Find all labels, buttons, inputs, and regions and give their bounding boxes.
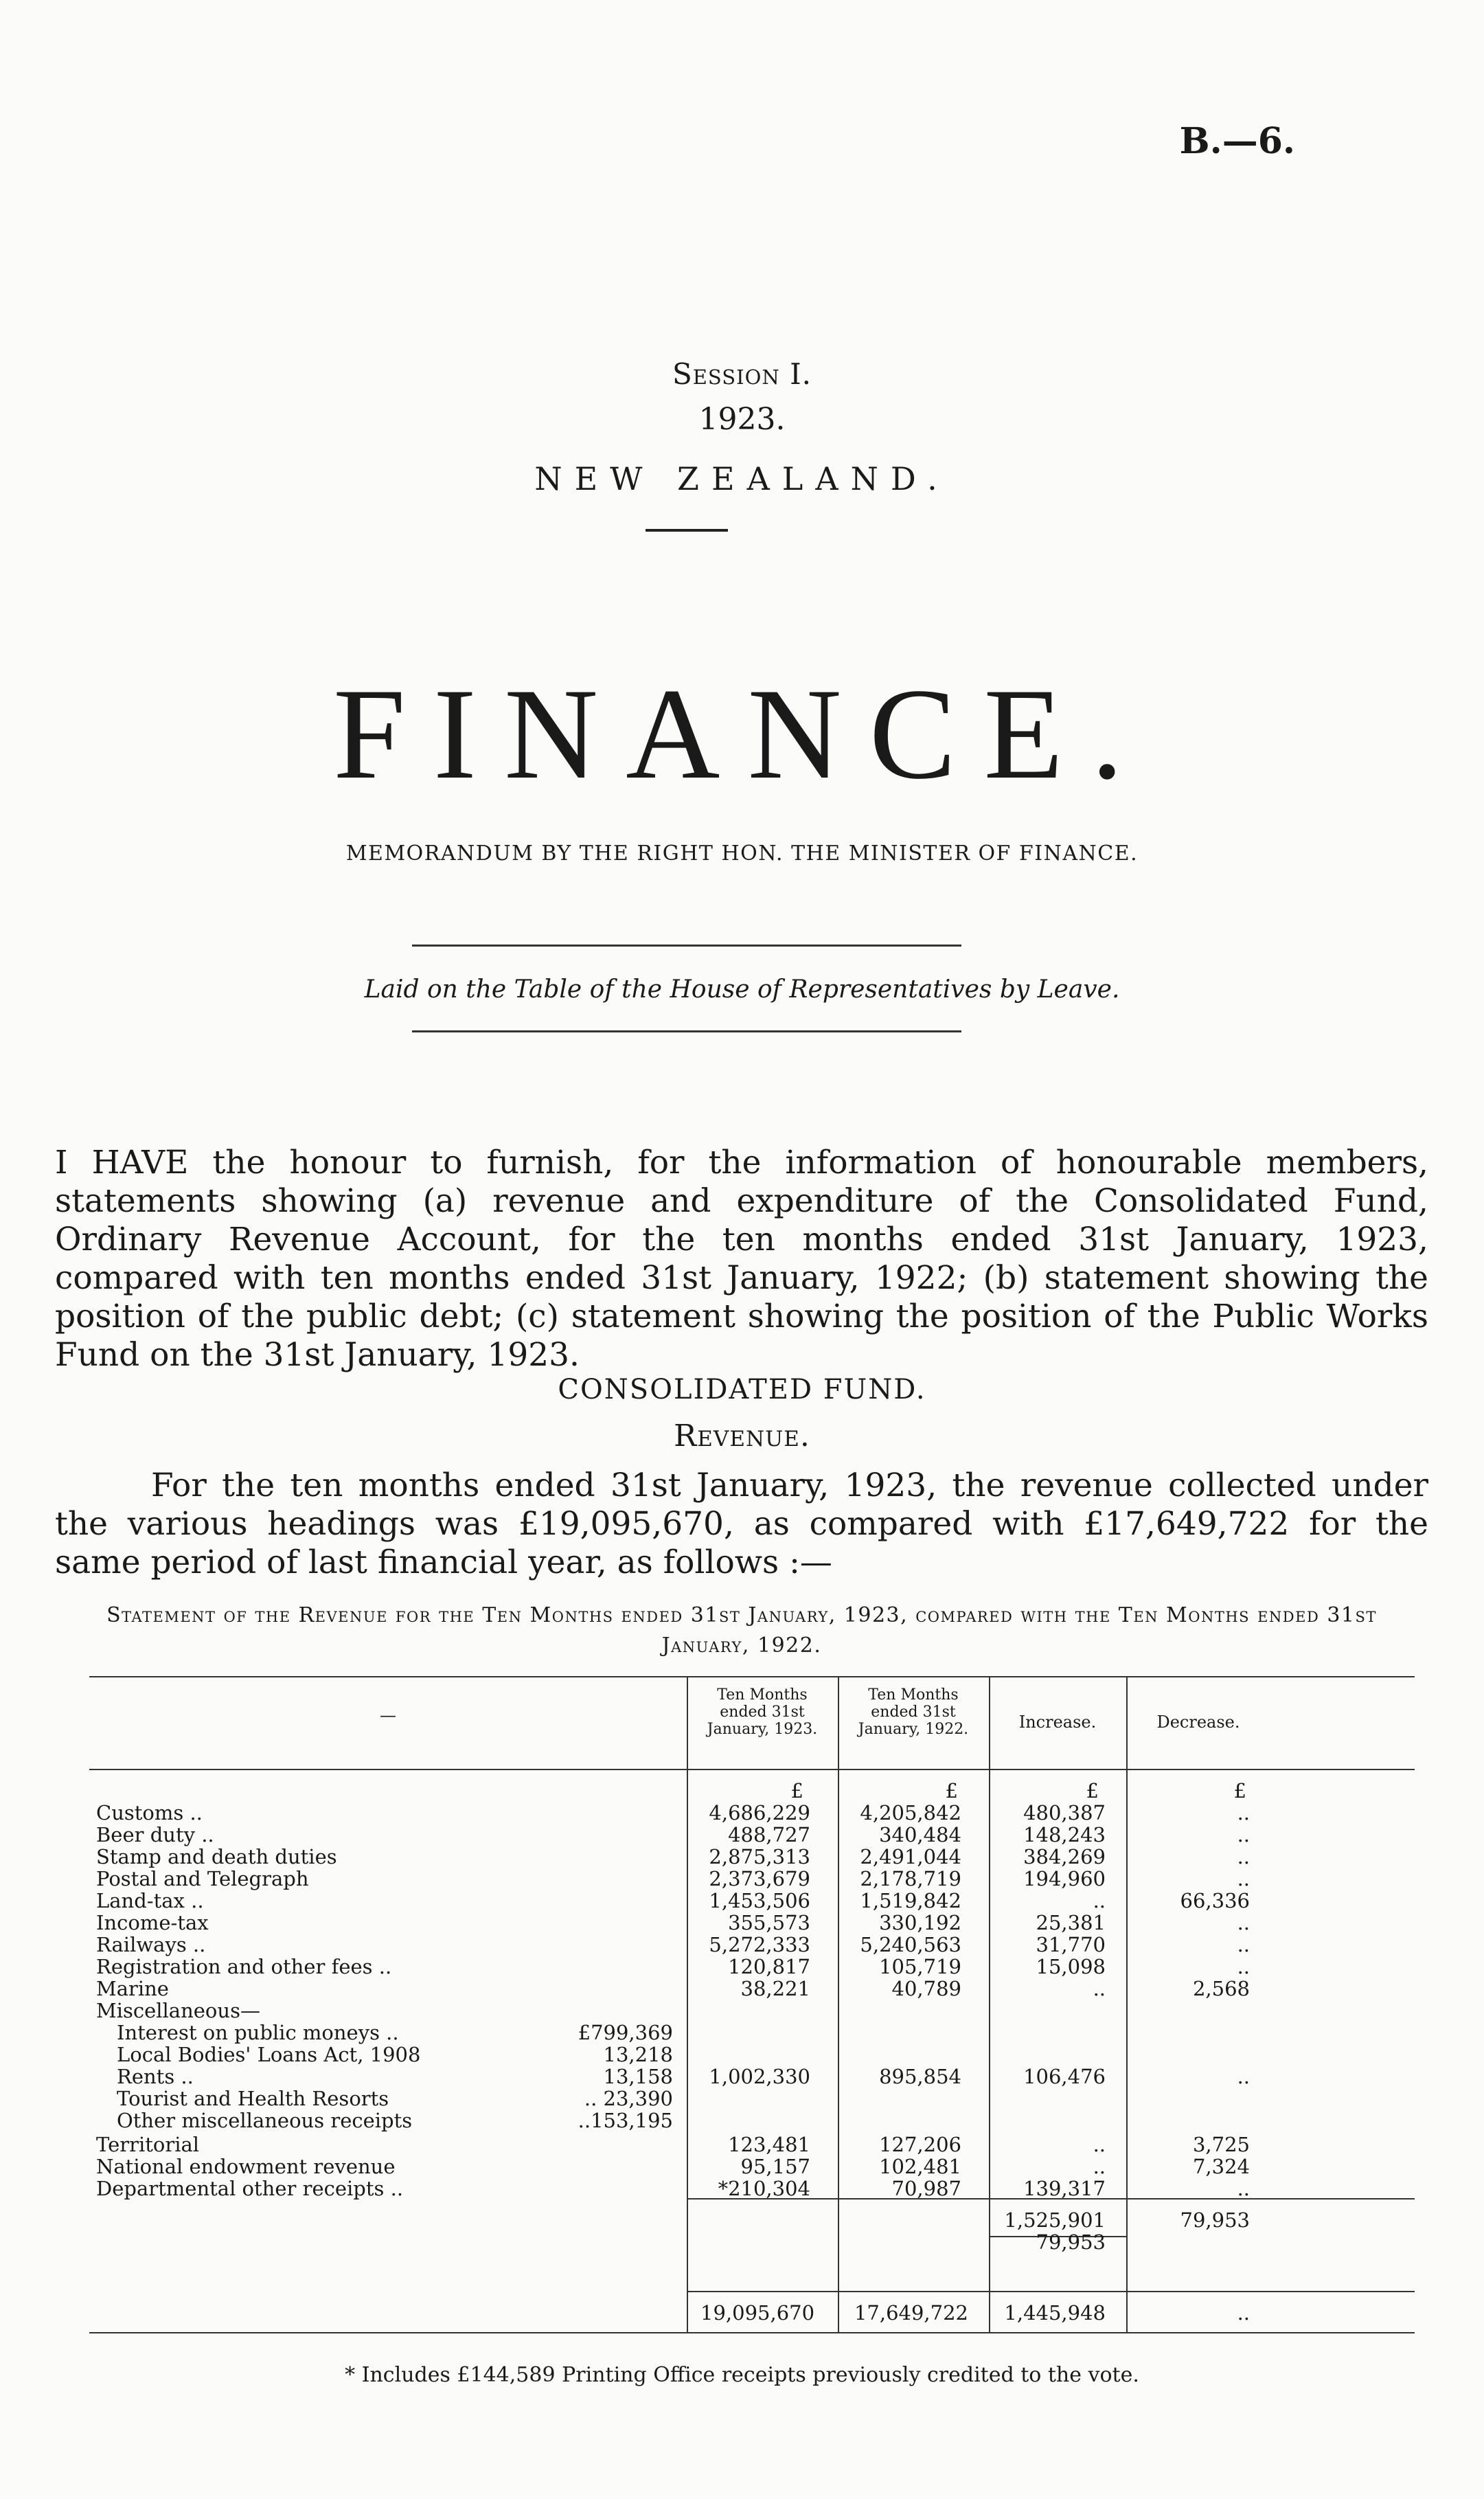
row-label: Departmental other receipts ..	[96, 2177, 404, 2200]
row-increase: ..	[1093, 2155, 1106, 2178]
row-increase: 31,770	[1036, 1933, 1106, 1956]
table-top-rule	[89, 1676, 1415, 1677]
header-decrease: Decrease.	[1156, 1712, 1240, 1732]
row-1922: 5,240,563	[860, 1933, 961, 1956]
row-label: National endowment revenue	[96, 2155, 396, 2178]
total-decrease: ..	[1237, 2301, 1250, 2325]
misc-item-label: Local Bodies' Loans Act, 1908	[117, 2043, 421, 2066]
row-1922: 2,491,044	[860, 1845, 961, 1868]
table-bottom-rule	[89, 2332, 1415, 2333]
footnote: * Includes £144,589 Printing Office receipts previously credited to the vote.	[345, 2363, 1139, 2387]
row-increase: 384,269	[1023, 1845, 1106, 1868]
row-1922: 340,484	[879, 1823, 961, 1846]
row-label: Beer duty ..	[96, 1823, 214, 1846]
row-1922: 2,178,719	[860, 1867, 961, 1890]
subtotal-decrease: 79,953	[1180, 2208, 1250, 2232]
row-label: Income-tax	[96, 1911, 209, 1934]
header-increase: Increase.	[1018, 1712, 1097, 1732]
row-label: Railways ..	[96, 1933, 206, 1956]
row-decrease: 66,336	[1180, 1889, 1250, 1912]
table-header-rule	[89, 1769, 1415, 1770]
row-decrease: ..	[1237, 1955, 1250, 1978]
misc-item-amount: £799,369	[578, 2021, 673, 2044]
row-decrease: ..	[1237, 1867, 1250, 1890]
row-1922: 102,481	[879, 2155, 961, 2178]
row-1922: 105,719	[879, 1955, 961, 1978]
misc-item-amount: ..153,195	[578, 2109, 673, 2132]
row-label: Registration and other fees ..	[96, 1955, 392, 1978]
currency-1923: £	[790, 1779, 803, 1802]
row-decrease: ..	[1237, 1933, 1250, 1956]
revenue-table	[89, 1676, 1415, 2349]
subtotal-increase: 1,525,901	[1004, 2208, 1106, 2232]
subtotal-increase-less: 79,953	[1036, 2230, 1106, 2254]
total-1922: 17,649,722	[854, 2301, 968, 2325]
row-decrease: ..	[1237, 1911, 1250, 1934]
misc-heading: Miscellaneous—	[96, 1999, 260, 2022]
country-label: NEW ZEALAND.	[534, 460, 950, 497]
misc-item-label: Rents ..	[117, 2065, 194, 2088]
misc-total-1922: 895,854	[879, 2065, 961, 2088]
header-col-1922: Ten Months ended 31st January, 1922.	[858, 1686, 969, 1738]
row-1923: 488,727	[728, 1823, 810, 1846]
row-1922: 127,206	[879, 2133, 961, 2156]
row-decrease: 3,725	[1192, 2133, 1250, 2156]
row-increase: ..	[1093, 1977, 1106, 2000]
row-label: Stamp and death duties	[96, 1845, 337, 1868]
statement-heading: Statement of the Revenue for the Ten Months ended 31st January, 1923, compared with the Ten Months ended 31st January, 1922.	[106, 1603, 1377, 1658]
row-1923: *210,304	[718, 2177, 810, 2200]
revenue-heading: Revenue.	[674, 1418, 810, 1454]
misc-total-1923: 1,002,330	[709, 2065, 810, 2088]
row-1923: 1,453,506	[709, 1889, 810, 1912]
misc-item-amount: .. 23,390	[584, 2087, 673, 2110]
row-1923: 2,875,313	[709, 1845, 810, 1868]
row-1923: 123,481	[728, 2133, 810, 2156]
col-rule-2	[838, 1676, 839, 2332]
total-1923: 19,095,670	[700, 2301, 815, 2325]
misc-item-label: Tourist and Health Resorts	[117, 2087, 389, 2110]
currency-increase: £	[1086, 1779, 1099, 1802]
year-label: 1923.	[698, 402, 786, 437]
col-rule-4	[1126, 1676, 1128, 2332]
document-title: FINANCE.	[333, 662, 1151, 806]
col-rule-3	[989, 1676, 990, 2332]
col-rule-1	[687, 1676, 688, 2332]
row-increase: 480,387	[1023, 1801, 1106, 1824]
row-decrease: ..	[1237, 2177, 1250, 2200]
total-increase: 1,445,948	[1004, 2301, 1106, 2325]
header-divider	[646, 529, 728, 532]
misc-item-label: Interest on public moneys ..	[117, 2021, 399, 2044]
row-decrease: ..	[1237, 1801, 1250, 1824]
header-dash: —	[380, 1706, 396, 1725]
row-increase: 139,317	[1023, 2177, 1106, 2200]
row-1923: 95,157	[740, 2155, 810, 2178]
currency-decrease: £	[1233, 1779, 1246, 1802]
row-label: Territorial	[96, 2133, 200, 2156]
row-label: Land-tax ..	[96, 1889, 204, 1912]
title-divider-top	[412, 945, 961, 947]
document-subtitle: MEMORANDUM BY THE RIGHT HON. THE MINISTER OF FINANCE.	[345, 841, 1139, 866]
row-1923: 4,686,229	[709, 1801, 810, 1824]
session-label: Session I.	[672, 357, 812, 391]
title-divider-bottom	[412, 1030, 961, 1032]
revenue-paragraph: For the ten months ended 31st January, 1923, the revenue collected under the various headings was £19,095,670, as compared with £17,649,722 for the same period of last financial year, as follows :—	[55, 1467, 1428, 1581]
total-rule	[688, 2291, 1415, 2292]
row-1923: 355,573	[728, 1911, 810, 1934]
row-increase: 148,243	[1023, 1823, 1106, 1846]
row-1923: 5,272,333	[709, 1933, 810, 1956]
row-1922: 40,789	[891, 1977, 961, 2000]
page-identifier: B.—6.	[1179, 120, 1295, 162]
row-decrease: ..	[1237, 1845, 1250, 1868]
misc-item-amount: 13,218	[603, 2043, 673, 2066]
misc-total-decrease: ..	[1237, 2065, 1250, 2088]
header-col-1923: Ten Months ended 31st January, 1923.	[707, 1686, 818, 1738]
row-increase: ..	[1093, 2133, 1106, 2156]
row-increase: 25,381	[1036, 1911, 1106, 1934]
row-increase: 194,960	[1023, 1867, 1106, 1890]
row-label: Marine	[96, 1977, 169, 2000]
row-increase: ..	[1093, 1889, 1106, 1912]
row-decrease: 7,324	[1192, 2155, 1250, 2178]
row-decrease: 2,568	[1192, 1977, 1250, 2000]
currency-1922: £	[945, 1779, 958, 1802]
row-increase: 15,098	[1036, 1955, 1106, 1978]
row-decrease: ..	[1237, 1823, 1250, 1846]
row-1922: 70,987	[891, 2177, 961, 2200]
consolidated-fund-heading: CONSOLIDATED FUND.	[558, 1374, 926, 1405]
laid-on-table-note: Laid on the Table of the House of Representatives by Leave.	[364, 975, 1120, 1004]
row-label: Customs ..	[96, 1801, 203, 1824]
row-1923: 38,221	[740, 1977, 810, 2000]
misc-item-amount: 13,158	[603, 2065, 673, 2088]
intro-paragraph: I HAVE the honour to furnish, for the information of honourable members, statements showing (a) revenue and expenditure of the Consolidated Fund, Ordinary Revenue Account, for the ten months ended 31st January, 1923, compared with ten months ended 31st January, 1922; (b) statement showing the position of the public debt; (c) statement showing the position of the Public Works Fund on the 31st January, 1923.	[55, 1144, 1428, 1374]
row-label: Postal and Telegraph	[96, 1867, 309, 1890]
misc-item-label: Other miscellaneous receipts	[117, 2109, 413, 2132]
row-1922: 4,205,842	[860, 1801, 961, 1824]
misc-total-increase: 106,476	[1023, 2065, 1106, 2088]
row-1923: 120,817	[728, 1955, 810, 1978]
row-1922: 330,192	[879, 1911, 961, 1934]
row-1923: 2,373,679	[709, 1867, 810, 1890]
row-1922: 1,519,842	[860, 1889, 961, 1912]
